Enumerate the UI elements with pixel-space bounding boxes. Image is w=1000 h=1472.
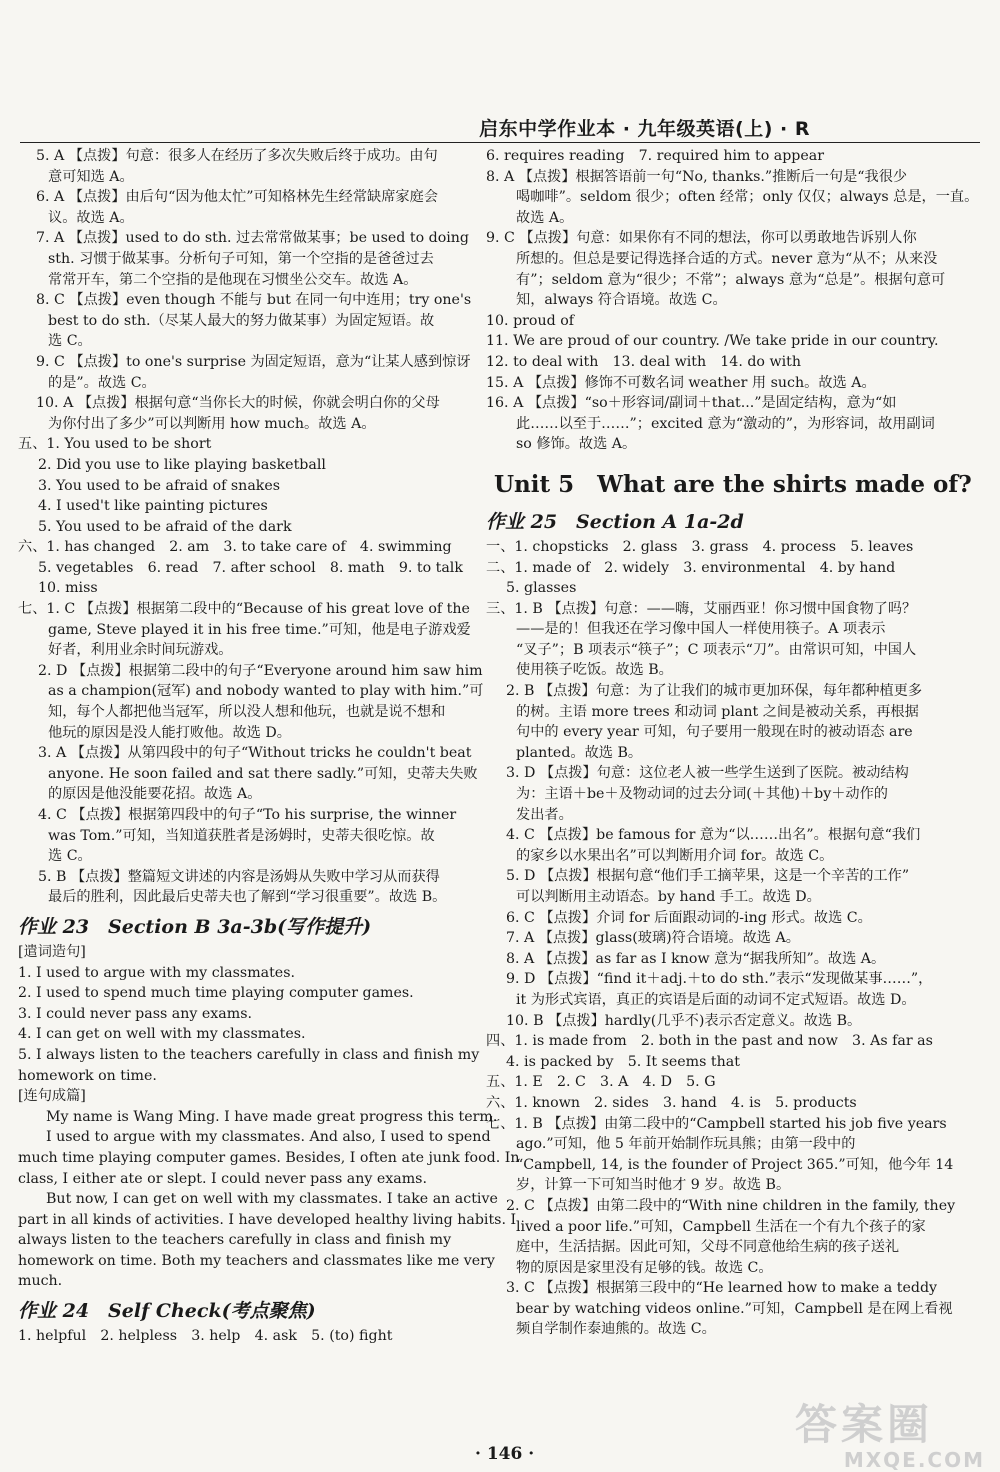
answer-line: bear by watching videos online.”可知，Campbell 是在网上看视 — [516, 1300, 953, 1317]
answer-line: 1. I used to argue with my classmates. — [18, 964, 295, 981]
answer-line: 发出者。 — [516, 806, 573, 823]
watermark-url: MXQE.COM — [843, 1448, 985, 1472]
answer-line: [连句成篇] — [18, 1088, 86, 1105]
answer-line: 12. to deal with 13. deal with 14. do with — [486, 353, 802, 370]
answer-line: 议。故选 A。 — [48, 209, 134, 226]
answer-line: 15. A 【点拨】修饰不可数名词 weather 用 such。故选 A。 — [486, 374, 876, 391]
answer-line: 的树。主语 more trees 和动词 plant 之间是被动关系，再根据 — [516, 703, 919, 720]
answer-line: [遣词造句] — [18, 943, 86, 960]
answer-line: 4. I can get on well with my classmates. — [18, 1026, 306, 1043]
answer-line: 6. A 【点拨】由后句“因为他太忙”可知格林先生经常缺席家庭会 — [36, 189, 438, 206]
answer-line: 7. A 【点拨】glass(玻璃)符合语境。故选 A。 — [506, 930, 800, 947]
answer-line: 2. D 【点拨】根据第二段中的句子“Everyone around him saw him — [38, 662, 483, 679]
answer-line: “叉子”；B 项表示“筷子”；C 项表示“刀”。由常识可知，中国人 — [516, 641, 917, 658]
answers-block-writing — [18, 942, 480, 1107]
answer-line: 5. glasses — [506, 580, 577, 597]
answer-line: 常常开车，第二个空指的是他现在习惯坐公交车。故选 A。 — [48, 271, 418, 288]
answer-line: 最后的胜利，因此最后史蒂夫也了解到“学习很重要”。故选 B。 — [48, 889, 447, 906]
answer-line: 七、1. C 【点拨】根据第二段中的“Because of his great love of the — [18, 601, 470, 618]
answer-line: was Tom.”可知，当知道获胜者是汤姆时，史蒂夫很吃惊。故 — [48, 827, 435, 844]
answer-line: 3. C 【点拨】根据第三段中的“He learned how to make a teddy — [506, 1280, 938, 1297]
answer-line: homework on time. — [18, 1067, 157, 1084]
answer-line: as a champion(冠军) and nobody wanted to play with him.”可 — [48, 683, 484, 700]
answer-line: so 修饰。故选 A。 — [516, 436, 637, 453]
answer-line: 5. B 【点拨】整篇短文讲述的内容是汤姆从失败中学习从而获得 — [38, 868, 440, 885]
answer-line: 3. A 【点拨】从第四段中的句子“Without tricks he couldn't beat — [38, 745, 472, 762]
answer-line: 9. D 【点拨】“find it＋adj.＋to do sth.”表示“发现做某事……”， — [506, 971, 933, 988]
answer-line: 5. vegetables 6. read 7. after school 8. math 9. to talk — [38, 559, 463, 576]
answer-line: 六、1. has changed 2. am 3. to take care of 4. swimming — [18, 539, 452, 556]
answer-line: 为：主语＋be＋及物动词的过去分词(＋其他)＋by＋动作的 — [516, 786, 888, 803]
answer-line: 选 C。 — [48, 333, 92, 350]
answer-line: 庭中，生活拮据。因此可知，父母不同意他给生病的孩子送礼 — [516, 1239, 900, 1256]
left-column — [18, 146, 520, 1347]
answer-line: “Campbell, 14, is the founder of Project 365.”可知，他今年 14 — [516, 1156, 954, 1173]
answers-block-selfcheck — [18, 1326, 458, 1347]
answer-line: 3. I could never pass any exams. — [18, 1005, 252, 1022]
watermark-logo — [795, 1400, 995, 1472]
answer-line: 8. A 【点拨】根据答语前一句“No, thanks.”推断后一句是“我很少 — [486, 168, 908, 185]
answer-line: 8. A 【点拨】as far as I know 意为“据我所知”。故选 A。 — [506, 950, 886, 967]
answer-line: it 为形式宾语，真正的宾语是后面的动词不定式短语。故选 D。 — [516, 991, 916, 1008]
answer-line: 5. I always listen to the teachers carefully in class and finish my — [18, 1046, 480, 1063]
answer-line: 使用筷子吃饭。故选 B。 — [516, 662, 673, 679]
answer-line: 知，每个人都把他当冠军，所以没人想和他玩，也就是说不想和 — [48, 704, 446, 721]
answer-line: 句中的 every year 可知，句子要用一般现在时的被动语态 are — [516, 724, 913, 741]
answer-line: 1. helpful 2. helpless 3. help 4. ask 5. (to) fight — [18, 1328, 393, 1345]
answer-line: 9. C 【点拨】句意：如果你有不同的想法，你可以勇敢地告诉别人你 — [486, 230, 917, 247]
answer-line: 10. A 【点拨】根据句意“当你长大的时候，你就会明白你的父母 — [36, 395, 440, 412]
answer-line: 六、1. known 2. sides 3. hand 4. is 5. products — [486, 1094, 857, 1111]
answer-line: 16. A 【点拨】“so＋形容词/副词＋that...”是固定结构，意为“如 — [486, 395, 897, 412]
answer-line: 可以判断用主动语态。by hand 手工。故选 D。 — [516, 889, 821, 905]
answer-line: 好者，利用业余时间玩游戏。 — [48, 642, 233, 659]
answer-line: 有”；seldom 意为“很少；不常”；always 意为“总是”。根据句意可 — [516, 271, 946, 288]
unit-title: Unit 5 What are the shirts made of? — [494, 470, 972, 498]
answers-block-hw25 — [486, 537, 956, 1340]
essay-line: much time playing computer games. Besides, I often ate junk food. In — [18, 1149, 520, 1166]
essay-line: My name is Wang Ming. I have made great progress this term. — [46, 1108, 498, 1125]
answer-line: 9. C 【点拨】to one's surprise 为固定短语，意为“让某人感到惊讶 — [36, 353, 471, 370]
answer-line: 2. B 【点拨】句意：为了让我们的城市更加环保，每年都种植更多 — [506, 683, 923, 700]
answer-line: 11. We are proud of our country. /We take pride in our country. — [486, 333, 939, 350]
essay-line: class, I either ate or slept. I could never pass any exams. — [18, 1170, 427, 1187]
answer-line: planted。故选 B。 — [516, 744, 643, 761]
answer-line: 10. miss — [38, 580, 98, 597]
page-header — [20, 112, 980, 143]
answer-line: 10. proud of — [486, 312, 574, 329]
answer-line: 喝咖啡”。seldom 很少；often 经常；only 仅仅；always 总是，一直。 — [516, 189, 979, 206]
answer-line: 岁，计算一下可知当时他才 9 岁。故选 B。 — [516, 1177, 791, 1194]
section-title-hw24: 作业 24 Self Check(考点聚焦) — [18, 1300, 316, 1323]
essay-line: always listen to the teachers carefully in class and finish my — [18, 1232, 452, 1249]
answer-line: 5. D 【点拨】根据句意“他们手工摘苹果，这是一个辛苦的工作” — [506, 868, 910, 885]
essay-line: I used to argue with my classmates. And also, I used to spend — [46, 1129, 491, 1146]
answer-line: 2. I used to spend much time playing computer games. — [18, 985, 414, 1002]
answer-line: 5. A 【点拨】句意：很多人在经历了多次失败后终于成功。由句 — [36, 148, 438, 164]
answer-line: 4. is packed by 5. It seems that — [506, 1053, 740, 1070]
answer-line: 知，always 符合语境。故选 C。 — [516, 292, 727, 309]
answers-block-fill — [18, 434, 463, 599]
answer-line: 4. I used't like painting pictures — [38, 498, 268, 515]
answer-line: 一、1. chopsticks 2. glass 3. grass 4. process 5. leaves — [486, 538, 914, 555]
header-title: 启东中学作业本 · 九年级英语(上) · R — [479, 118, 810, 140]
answer-line: 5. You used to be afraid of the dark — [38, 518, 292, 535]
answer-line: 七、1. B 【点拨】由第二段中的“Campbell started his job five years — [486, 1115, 947, 1132]
answer-line: 物的原因是家里没有足够的钱。故选 C。 — [516, 1259, 773, 1276]
answer-line: best to do sth.（尽某人最大的努力做某事）为固定短语。故 — [48, 312, 435, 329]
answer-line: 为你付出了多少”可以判断用 how much。故选 A。 — [48, 415, 376, 432]
answer-line: anyone. He soon failed and sat there sadly.”可知，史蒂夫失败 — [48, 765, 478, 782]
answers-block-reading — [18, 599, 484, 908]
answer-line: 所想的。但总是要记得选择合适的方式。never 意为“从不；从来没 — [516, 250, 938, 267]
answer-line: lived a poor life.”可知，Campbell 生活在一个有九个孩子的家 — [516, 1218, 926, 1235]
answer-line: 7. A 【点拨】used to do sth. 过去常常做某事；be used to doing — [36, 230, 470, 247]
answer-line: 频自学制作泰迪熊的。故选 C。 — [516, 1321, 716, 1338]
essay-line: homework on time. Both my teachers and classmates like me very — [18, 1252, 495, 1269]
answer-line: 二、1. made of 2. widely 3. environmental 4. by hand — [486, 559, 896, 576]
essay — [18, 1107, 520, 1292]
watermark-text: 答案圈 — [795, 1400, 934, 1449]
answer-line: 10. B 【点拨】hardly(几乎不)表示否定意义。故选 B。 — [506, 1012, 862, 1029]
answer-line: 他玩的原因是没人能打败他。故选 D。 — [48, 724, 291, 741]
answer-line: 此……以至于……”；excited 意为“激动的”，为形容词，故用副词 — [516, 415, 935, 432]
answer-line: 2. C 【点拨】由第二段中的“With nine children in the family, they — [506, 1197, 956, 1214]
answer-line: 的家乡以水果出名”可以判断用介词 for。故选 C。 — [516, 847, 834, 864]
answer-line: 四、1. is made from 2. both in the past and now 3. As far as — [486, 1033, 933, 1050]
answer-line: 意可知选 A。 — [48, 168, 134, 185]
answer-line: 4. C 【点拨】be famous for 意为“以……出名”。根据句意“我们 — [506, 827, 921, 844]
answers-block-mc — [18, 146, 472, 434]
answer-line: 3. You used to be afraid of snakes — [38, 477, 281, 494]
essay-line: much. — [18, 1273, 63, 1290]
answer-line: 6. C 【点拨】介词 for 后面跟动词的-ing 形式。故选 C。 — [506, 909, 872, 926]
answer-line: 8. C 【点拨】even though 不能与 but 在同一句中连用；try one's — [36, 292, 472, 309]
answer-line: 五、1. You used to be short — [18, 436, 212, 453]
answer-line: sth. 习惯于做某事。分析句子可知，第一个空指的是爸爸过去 — [48, 250, 434, 267]
answers-block-right-top — [486, 146, 979, 455]
answer-line: 选 C。 — [48, 848, 92, 865]
answer-line: 6. requires reading 7. required him to appear — [486, 148, 825, 164]
answer-line: ——是的！但我还在学习像中国人一样使用筷子。A 项表示 — [516, 621, 886, 638]
answer-line: 2. Did you use to like playing basketball — [38, 456, 326, 473]
page-number: · 146 · — [475, 1444, 535, 1464]
answer-line: 的原因是他没能要花招。故选 A。 — [48, 786, 262, 803]
answer-line: 3. D 【点拨】句意：这位老人被一些学生送到了医院。被动结构 — [506, 765, 909, 782]
answer-line: 4. C 【点拨】根据第四段中的句子“To his surprise, the winner — [38, 807, 457, 823]
answer-line: 故选 A。 — [516, 209, 574, 226]
section-title-hw25: 作业 25 Section A 1a-2d — [486, 510, 744, 533]
right-column — [486, 146, 979, 1340]
section-title-hw23: 作业 23 Section B 3a-3b(写作提升) — [18, 915, 372, 938]
answer-line: 的是”。故选 C。 — [48, 374, 156, 391]
answer-line: 五、1. E 2. C 3. A 4. D 5. G — [486, 1074, 716, 1091]
answer-line: 三、1. B 【点拨】句意：——嗨，艾丽西亚！你习惯中国食物了吗？ — [486, 600, 917, 617]
answer-line: ago.”可知，他 5 年前开始制作玩具熊；由第一段中的 — [516, 1136, 856, 1153]
answer-line: game, Steve played it in his free time.”可知，他是电子游戏爱 — [48, 621, 471, 638]
essay-line: But now, I can get on well with my classmates. I take an active — [46, 1191, 498, 1208]
essay-line: part in all kinds of activities. I have developed healthy living habits. I — [18, 1211, 517, 1228]
